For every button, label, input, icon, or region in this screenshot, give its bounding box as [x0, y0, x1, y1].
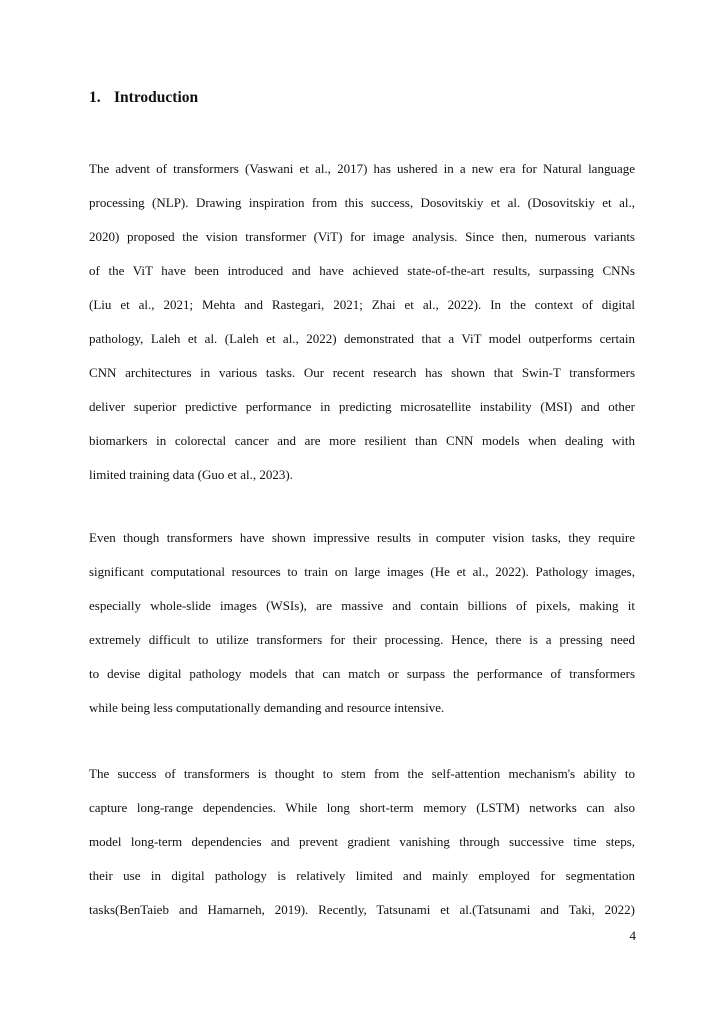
section-heading: [89, 87, 198, 109]
paragraph-line: limited training data (Guo et al., 2023).: [89, 467, 293, 482]
paragraph-line: The advent of transformers (Vaswani et al., 2017) has ushered in a new era for Natural language: [89, 161, 635, 176]
section-number: 1.: [89, 89, 101, 106]
paragraph-line: (Liu et al., 2021; Mehta and Rastegari, 2021; Zhai et al., 2022). In the context of digital: [89, 297, 635, 312]
page-number: 4: [629, 928, 636, 943]
paragraph-line: capture long-range dependencies. While long short-term memory (LSTM) networks can also: [89, 800, 635, 815]
paragraph-line: extremely difficult to utilize transformers for their processing. Hence, there is a pressing need: [89, 632, 635, 647]
paragraph-2: [89, 529, 635, 733]
paragraph-line: especially whole-slide images (WSIs), are massive and contain billions of pixels, making it: [89, 598, 635, 613]
section-title: Introduction: [114, 89, 199, 106]
paragraph-line: to devise digital pathology models that can match or surpass the performance of transformers: [89, 666, 635, 681]
paragraph-line: 2020) proposed the vision transformer (ViT) for image analysis. Since then, numerous variants: [89, 229, 635, 244]
paragraph-line: significant computational resources to train on large images (He et al., 2022). Pathology images,: [89, 564, 635, 579]
paragraph-line: The success of transformers is thought to stem from the self-attention mechanism's ability to: [89, 766, 635, 781]
paragraph-line: CNN architectures in various tasks. Our recent research has shown that Swin-T transformers: [89, 365, 635, 380]
paragraph-3: [89, 765, 635, 935]
paragraph-line: tasks(BenTaieb and Hamarneh, 2019). Recently, Tatsunami et al.(Tatsunami and Taki, 2022): [89, 902, 635, 917]
paragraph-line: processing (NLP). Drawing inspiration from this success, Dosovitskiy et al. (Dosovitskiy et al.,: [89, 195, 635, 210]
paragraph-line: model long-term dependencies and prevent gradient vanishing through successive time steps,: [89, 834, 635, 849]
paragraph-line: pathology, Laleh et al. (Laleh et al., 2022) demonstrated that a ViT model outperforms certain: [89, 331, 635, 346]
paragraph-line: biomarkers in colorectal cancer and are more resilient than CNN models when dealing with: [89, 433, 635, 448]
paragraph-line: their use in digital pathology is relatively limited and mainly employed for segmentation: [89, 868, 635, 883]
paragraph-line: Even though transformers have shown impressive results in computer vision tasks, they require: [89, 530, 635, 545]
paragraph-line: while being less computationally demanding and resource intensive.: [89, 700, 445, 715]
paragraph-line: deliver superior predictive performance in predicting microsatellite instability (MSI) and other: [89, 399, 635, 414]
paragraph-1: [89, 160, 635, 500]
paragraph-line: of the ViT have been introduced and have achieved state-of-the-art results, surpassing CNNs: [89, 263, 635, 278]
